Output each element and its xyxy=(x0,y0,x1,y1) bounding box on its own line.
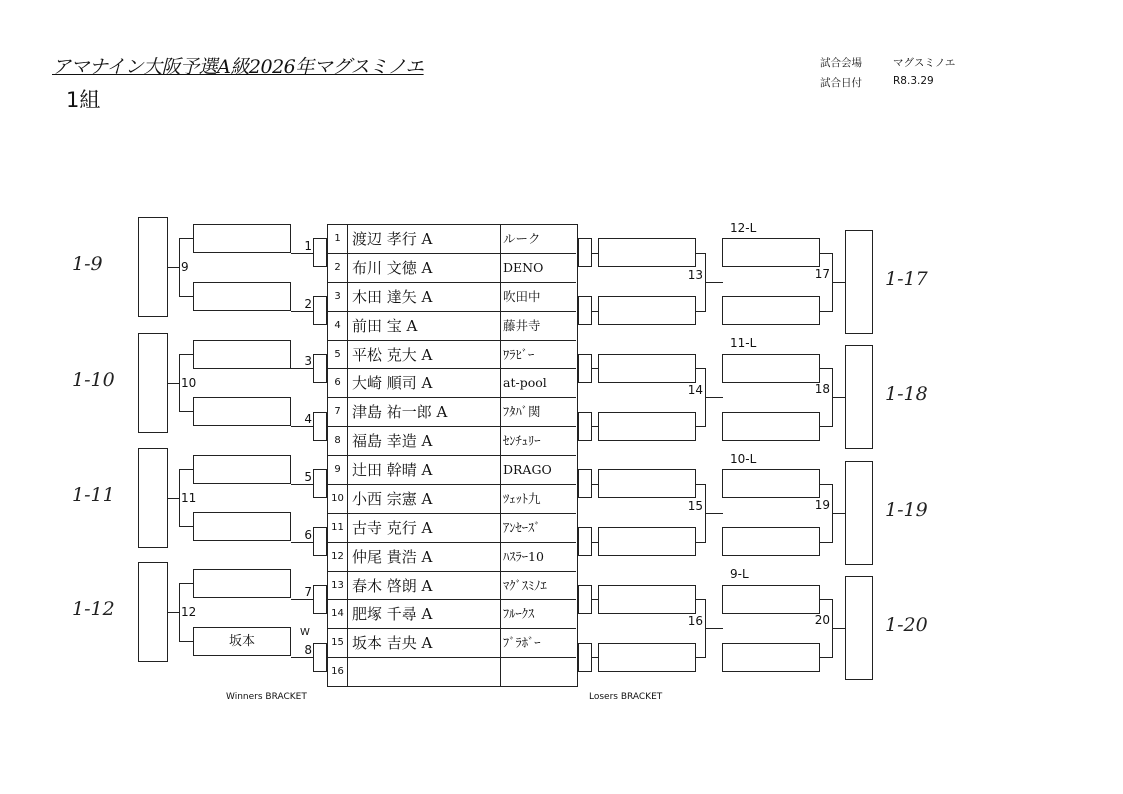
match-slot xyxy=(193,627,291,656)
match-slot xyxy=(722,412,820,441)
match-number: 3 xyxy=(304,354,312,369)
advance-code: 1-12 xyxy=(72,598,115,620)
connector-line xyxy=(167,383,180,384)
player-team: ﾌﾞﾗﾎﾞｰ xyxy=(503,635,541,651)
match-connector xyxy=(313,296,327,325)
player-team: ｱﾝｾｰｽﾞ xyxy=(503,519,541,535)
player-team: ｾﾝﾁｭﾘｰ xyxy=(503,433,541,449)
tournament-title: アマナイン大阪予選A級2026年マグスミノエ xyxy=(52,56,424,78)
match-number: 16 xyxy=(687,614,703,629)
advance-code: 1-9 xyxy=(72,253,103,275)
player-team: DENO xyxy=(503,259,544,275)
match-number: 17 xyxy=(814,266,830,281)
advance-box xyxy=(845,461,873,565)
player-name: 前田 宝 A xyxy=(349,312,501,340)
connector-line xyxy=(291,657,314,658)
player-name: 平松 克大 A xyxy=(349,341,501,369)
match-slot xyxy=(193,224,291,253)
seed-number: 8 xyxy=(328,427,348,455)
player-row xyxy=(328,369,576,398)
player-name: 仲尾 貴浩 A xyxy=(349,543,501,571)
match-connector xyxy=(313,585,327,614)
player-team: ﾊｽﾗｰ10 xyxy=(503,548,544,564)
player-row xyxy=(328,629,576,658)
player-row xyxy=(328,514,576,543)
match-connector xyxy=(313,469,327,498)
connector-line xyxy=(179,238,194,239)
connector-line xyxy=(179,296,194,297)
match-number: 20 xyxy=(814,613,830,628)
connector-line xyxy=(167,267,180,268)
advance-box xyxy=(138,448,168,548)
drop-label: 9-L xyxy=(730,567,749,582)
match-slot xyxy=(598,469,696,498)
connector-line xyxy=(291,599,314,600)
advance-code: 1-10 xyxy=(72,368,115,391)
player-name: 大崎 順司 A xyxy=(349,369,501,397)
connector-line xyxy=(291,542,314,543)
match-number: 19 xyxy=(814,497,830,512)
match-slot xyxy=(722,527,820,556)
connector-line xyxy=(705,513,723,514)
seed-number: 14 xyxy=(328,600,348,628)
match-number: 8 xyxy=(304,643,312,658)
walkover-winner: 坂本 xyxy=(228,633,255,649)
match-number: 1 xyxy=(304,238,312,253)
group-label: 1組 xyxy=(66,88,101,112)
match-number: 15 xyxy=(687,498,703,513)
player-name: 津島 祐一郎 A xyxy=(349,398,501,426)
date-label: 試合日付 xyxy=(820,77,862,89)
seed-number: 10 xyxy=(328,485,348,513)
player-team: 吹田中 xyxy=(503,288,541,304)
match-slot xyxy=(722,296,820,325)
match-slot xyxy=(598,354,696,383)
advance-box xyxy=(138,562,168,662)
match-number: 13 xyxy=(687,267,703,282)
seed-number: 1 xyxy=(328,225,348,253)
date-value: R8.3.29 xyxy=(893,75,934,87)
player-team: 藤井寺 xyxy=(503,317,541,333)
advance-box xyxy=(845,230,873,334)
match-number: 14 xyxy=(687,383,703,398)
venue-label: 試合会場 xyxy=(820,57,862,69)
seed-number: 9 xyxy=(328,456,348,484)
player-row xyxy=(328,427,576,456)
connector-line xyxy=(291,253,314,254)
player-team: ﾜﾗﾋﾞｰ xyxy=(503,346,535,362)
connector-line xyxy=(832,628,846,629)
seed-number: 2 xyxy=(328,254,348,282)
seed-number: 12 xyxy=(328,543,348,571)
advance-box xyxy=(138,333,168,433)
match-connector xyxy=(578,296,592,325)
match-number: 9 xyxy=(181,260,189,274)
drop-label: 10-L xyxy=(730,451,757,466)
player-team: ﾏｸﾞｽﾐﾉｴ xyxy=(503,577,547,593)
match-slot xyxy=(193,455,291,484)
match-connector xyxy=(578,412,592,441)
match-connector xyxy=(578,585,592,614)
connector-line xyxy=(705,628,723,629)
advance-code: 1-18 xyxy=(885,383,928,406)
player-roster xyxy=(327,224,578,687)
connector-line xyxy=(179,469,194,470)
player-team: ﾌﾀﾊﾞ関 xyxy=(503,404,541,420)
match-connector xyxy=(578,354,592,383)
player-team: ルーク xyxy=(503,231,541,246)
player-row xyxy=(328,543,576,572)
seed-number: 4 xyxy=(328,312,348,340)
seed-number: 6 xyxy=(328,369,348,397)
match-number: 2 xyxy=(304,296,312,311)
match-connector xyxy=(313,643,327,672)
seed-number: 11 xyxy=(328,514,348,542)
connector-line xyxy=(291,368,314,369)
seed-number: 15 xyxy=(328,629,348,657)
player-name: 福島 幸造 A xyxy=(349,427,501,455)
player-name: 古寺 克行 A xyxy=(349,514,501,542)
advance-code: 1-19 xyxy=(885,498,928,521)
player-row xyxy=(328,398,576,427)
match-connector xyxy=(578,527,592,556)
connector-line xyxy=(832,282,846,283)
player-row xyxy=(328,254,576,283)
player-name: 渡辺 孝行 A xyxy=(349,225,501,253)
drop-label: 12-L xyxy=(730,220,757,235)
walkover-mark: W xyxy=(300,627,310,638)
connector-line xyxy=(167,498,180,499)
connector-line xyxy=(179,411,194,412)
player-row xyxy=(328,658,576,687)
match-connector xyxy=(313,238,327,267)
match-connector xyxy=(578,238,592,267)
match-slot xyxy=(722,643,820,672)
match-slot xyxy=(598,527,696,556)
player-name: 春木 啓朗 A xyxy=(349,572,501,600)
player-row xyxy=(328,572,576,601)
connector-line xyxy=(291,426,314,427)
seed-number: 16 xyxy=(328,658,348,687)
match-number: 4 xyxy=(304,412,312,427)
player-row xyxy=(328,456,576,485)
player-row xyxy=(328,600,576,629)
advance-code: 1-17 xyxy=(885,267,928,290)
advance-code: 1-20 xyxy=(885,614,928,637)
drop-label: 11-L xyxy=(730,336,757,351)
match-number: 7 xyxy=(304,585,312,600)
match-slot xyxy=(598,412,696,441)
match-slot xyxy=(598,238,696,267)
match-connector xyxy=(313,527,327,556)
seed-number: 7 xyxy=(328,398,348,426)
player-name: 肥塚 千尋 A xyxy=(349,600,501,628)
drop-slot xyxy=(722,585,820,614)
player-name: 布川 文徳 A xyxy=(349,254,501,282)
player-row xyxy=(328,485,576,514)
connector-line xyxy=(705,282,723,283)
player-row xyxy=(328,312,576,341)
match-number: 11 xyxy=(181,490,197,505)
player-row xyxy=(328,341,576,370)
connector-line xyxy=(179,583,194,584)
match-connector xyxy=(578,469,592,498)
drop-slot xyxy=(722,469,820,498)
match-number: 5 xyxy=(304,469,312,484)
connector-line xyxy=(291,311,314,312)
match-slot xyxy=(598,296,696,325)
match-slot xyxy=(193,512,291,541)
winners-bracket-label: Winners BRACKET xyxy=(226,692,307,702)
match-number: 12 xyxy=(181,605,197,619)
connector-line xyxy=(832,397,846,398)
player-team: DRAGO xyxy=(503,462,552,477)
connector-line xyxy=(291,484,314,485)
player-name: 木田 達矢 A xyxy=(349,283,501,311)
connector-line xyxy=(705,397,723,398)
player-team: at-pool xyxy=(503,375,547,391)
player-row xyxy=(328,225,576,254)
advance-box xyxy=(845,576,873,680)
player-team: ﾌﾙｰｸｽ xyxy=(503,606,535,622)
seed-number: 5 xyxy=(328,341,348,369)
drop-slot xyxy=(722,238,820,267)
venue-value: マグスミノエ xyxy=(893,57,956,69)
match-slot xyxy=(193,282,291,311)
match-number: 6 xyxy=(304,527,312,542)
connector-line xyxy=(832,513,846,514)
connector-line xyxy=(179,526,194,527)
connector-line xyxy=(179,641,194,642)
player-name: 小西 宗憲 A xyxy=(349,485,501,513)
player-name: 辻田 幹晴 A xyxy=(349,456,501,484)
match-connector xyxy=(313,354,327,383)
match-slot xyxy=(598,585,696,614)
player-name: 坂本 吉央 A xyxy=(349,629,501,657)
losers-bracket-label: Losers BRACKET xyxy=(589,692,663,702)
match-number: 10 xyxy=(181,375,197,390)
advance-box xyxy=(138,217,168,317)
connector-line xyxy=(179,354,194,355)
match-number: 18 xyxy=(814,382,830,397)
match-slot xyxy=(193,340,291,369)
seed-number: 3 xyxy=(328,283,348,311)
player-row xyxy=(328,283,576,312)
advance-box xyxy=(845,345,873,449)
advance-code: 1-11 xyxy=(72,483,115,506)
drop-slot xyxy=(722,354,820,383)
match-connector xyxy=(578,643,592,672)
connector-line xyxy=(167,612,180,613)
match-slot xyxy=(193,397,291,426)
player-name xyxy=(349,658,501,687)
match-connector xyxy=(313,412,327,441)
match-slot xyxy=(193,569,291,598)
seed-number: 13 xyxy=(328,572,348,600)
match-slot xyxy=(598,643,696,672)
player-team: ﾂｪｯﾄ九 xyxy=(503,490,541,506)
player-team xyxy=(501,658,576,687)
